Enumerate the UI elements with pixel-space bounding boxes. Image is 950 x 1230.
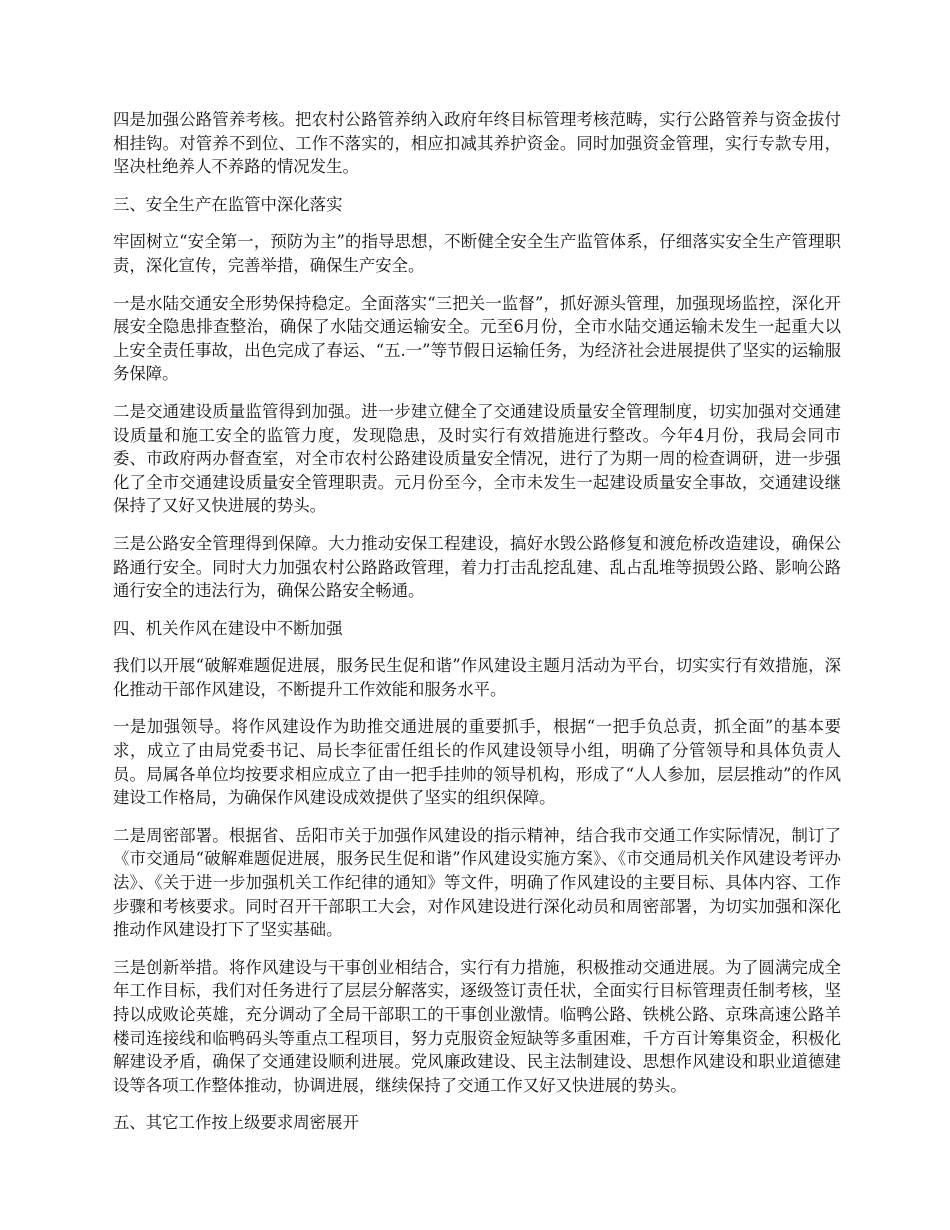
para-leadership: 一是加强领导。将作风建设作为助推交通进展的重要抓手，根据“一把手负总责，抓全面”的基本要求，成立了由局党委书记、局长李征雷任组长的作风建设领导小组，明确了分管领导和具体负责人员。局属各单位均按要求相应成立了由一把手挂帅的领导机构，形成了“人人参加，层层推动”的作风建设工作格局，为确保作风建设成效提供了坚实的组织保障。 [113, 717, 841, 808]
para-road-safety: 三是公路安全管理得到保障。大力推动安保工程建设，搞好水毁公路修复和渡危桥改造建设，确保公路通行安全。同时大力加强农村公路路政管理，着力打击乱挖乱建、乱占乱堆等损毁公路、影响公路通行安全的违法行为，确保公路安全畅通。 [113, 533, 841, 601]
para-work-style-intro: 我们以开展“破解难题促进展，服务民生促和谐”作风建设主题月活动为平台，切实实行有效措施，深化推动干部作风建设，不断提升工作效能和服务水平。 [113, 656, 841, 699]
para-road-maintenance-assessment: 四是加强公路管养考核。把农村公路管养纳入政府年终目标管理考核范畴，实行公路管养与资金拔付相挂钩。对管养不到位、工作不落实的，相应扣减其养护资金。同时加强资金管理，实行专款专用，坚决杜绝养人不养路的情况发生。 [113, 110, 841, 177]
para-construction-quality: 二是交通建设质量监管得到加强。进一步建立健全了交通建设质量安全管理制度，切实加强对交通建设质量和施工安全的监管力度，发现隐患，及时实行有效措施进行整改。今年4月份，我局会同市委、市政府两办督查室，对全市农村公路建设质量安全情况，进行了为期一周的检查调研，进一步强化了全市交通建设质量安全管理职责。元月份至今，全市未发生一起建设质量安全事故，交通建设继保持了又好又快进展的势头。 [113, 401, 841, 516]
heading-section-3: 三、安全生产在监管中深化落实 [113, 194, 343, 214]
para-safety-intro: 牢固树立“安全第一，预防为主”的指导思想，不断健全安全生产监管体系，仔细落实安全生产管理职责，深化宣传，完善举措，确保生产安全。 [113, 232, 841, 275]
para-innovation: 三是创新举措。将作风建设与干事创业相结合，实行有力措施，积极推动交通进展。为了圆满完成全年工作目标，我们对任务进行了层层分解落实，逐级签订责任状，全面实行目标管理责任制考核，坚持以成败论英雄，充分调动了全局干部职工的干事创业激情。临鸭公路、铁桃公路、京珠高速公路羊楼司连接线和临鸭码头等重点工程项目，努力克服资金短缺等多重困难，千方百计筹集资金，积极化解建设矛盾，确保了交通建设顺利进展。党风廉政建设、民主法制建设、思想作风建设和职业道德建设等各项工作整体推动，协调进展，继续保持了交通工作又好又快进展的势头。 [113, 957, 841, 1095]
para-deployment: 二是周密部署。根据省、岳阳市关于加强作风建设的指示精神，结合我市交通工作实际情况，制订了《市交通局“破解难题促进展，服务民生促和谐”作风建设实施方案》、《市交通局机关作风建设考评办法》、《关于进一步加强机关工作纪律的通知》等文件，明确了作风建设的主要目标、具体内容、工作步骤和考核要求。同时召开干部职工大会，对作风建设进行深化动员和周密部署，为切实加强和深化推动作风建设打下了坚实基础。 [113, 825, 841, 940]
heading-section-5: 五、其它工作按上级要求周密展开 [113, 1113, 359, 1133]
para-traffic-safety: 一是水陆交通安全形势保持稳定。全面落实“三把关一监督”，抓好源头管理，加强现场监控，深化开展安全隐患排查整治，确保了水陆交通运输安全。元至6月份，全市水陆交通运输未发生一起重大以上安全责任事故，出色完成了春运、“五.一”等节假日运输任务，为经济社会进展提供了坚实的运输服务保障。 [113, 293, 841, 384]
document-body [113, 108, 841, 1149]
heading-section-4: 四、机关作风在建设中不断加强 [113, 618, 343, 638]
